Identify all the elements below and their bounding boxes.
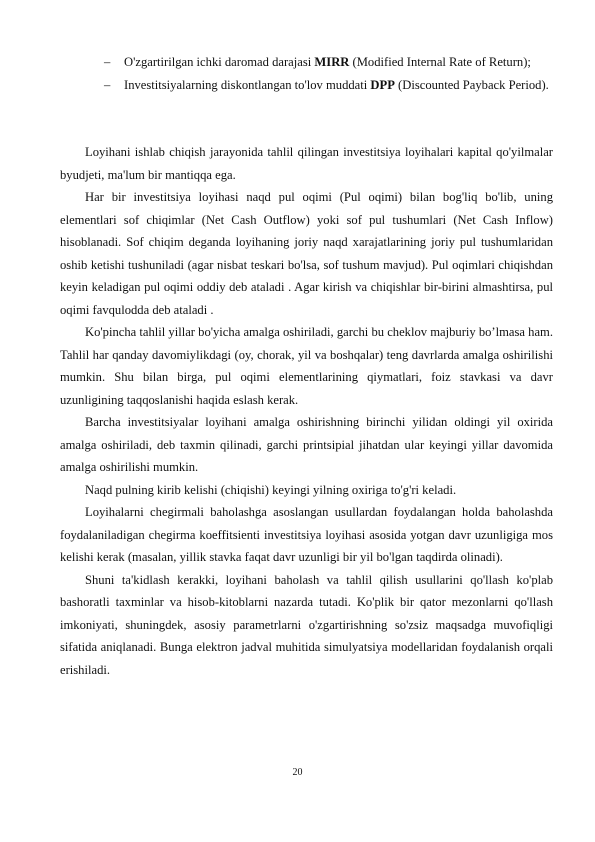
list-item-text: (Discounted Payback Period). — [394, 77, 549, 92]
paragraph: Ko'pincha tahlil yillar bo'yicha amalga oshiriladi, garchi bu cheklov majburiy bo’lmasa ham. Tahlil har qanday davomiylikdagi (oy, chorak, yil va boshqalar) teng davrlarda amalga oshirilishi mumkin. Shu bilan birga, pul oqimi elementlarining qiymatlari, foiz stavkasi va davr uzunligining taqqoslanishi haqida eslash kerak. — [60, 325, 553, 407]
list-item-text: Investitsiyalarning diskontlangan to'lov muddati — [124, 77, 371, 92]
paragraph: Loyihalarni chegirmali baholashga asoslangan usullardan foydalangan holda baholashda foydalaniladigan chegirma koeffitsienti investitsiya loyihasi asosida yotgan davr uzunligiga mos kelishi kerak (masalan, yillik stavka faqat davr uzunligi bir yil bo'lgan taqdirda olinadi). — [60, 505, 553, 564]
bullet-list — [104, 51, 553, 96]
paragraph: Loyihani ishlab chiqish jarayonida tahlil qilingan investitsiya loyihalari kapital qo'yilmalar byudjeti, ma'lum bir mantiqqa ega. — [60, 145, 553, 182]
list-item-text: O'zgartirilgan ichki daromad darajasi — [124, 55, 315, 69]
body-text — [60, 141, 553, 681]
list-item-bold-term: MIRR — [314, 55, 350, 69]
page-number: 20 — [292, 767, 303, 778]
paragraph: Shuni ta'kidlash kerakki, loyihani baholash va tahlil qilish usullarini qo'llash ko'plab bashoratli taxminlar va hisob-kitoblarni nazarda tutadi. Ko'plik bir qator mezonlarni qo'llash imkoniyati, shuningdek, asosiy parametrlarni o'zgartirishning so'zsiz maqsadga muvofiqligi sifatida aniqlanadi. Bunga elektron jadval muhitida simulyatsiya modellaridan foydalanish orqali erishiladi. — [60, 572, 553, 677]
list-item — [104, 74, 553, 97]
list-item-bold-term: DPP — [370, 77, 395, 92]
paragraph: Har bir investitsiya loyihasi naqd pul oqimi (Pul oqimi) bilan bog'liq bo'lib, uning elementlari sof chiqimlar (Net Cash Outflow) yoki sof pul tushumlari (Net Cash Inflow) hisoblanadi. Sof chiqim deganda loyihaning joriy naqd xarajatlarining joriy pul tushumlaridan oshib ketishi tushuniladi (agar nisbat teskari bo'lsa, sof tushum mavjud). Pul oqimlari chiqishdan keyin keladigan pul oqimi oddiy deb ataladi . Agar kirish va chiqishlar bir-birini almashtirsa, pul oqimi favqulodda deb ataladi . — [60, 190, 553, 317]
list-item — [104, 51, 553, 74]
paragraph: Naqd pulning kirib kelishi (chiqishi) keyingi yilning oxiriga to'g'ri keladi. — [85, 482, 457, 497]
dash-bullet-icon: – — [104, 55, 111, 69]
list-item-text: (Modified Internal Rate of Return); — [349, 55, 531, 69]
dash-bullet-icon: – — [104, 77, 111, 92]
paragraph: Barcha investitsiyalar loyihani amalga oshirishning birinchi yilidan oldingi yil oxirida amalga oshiriladi, deb taxmin qilinadi, garchi printsipial jihatdan ular keyingi yillar davomida amalga oshirilishi mumkin. — [60, 415, 553, 474]
